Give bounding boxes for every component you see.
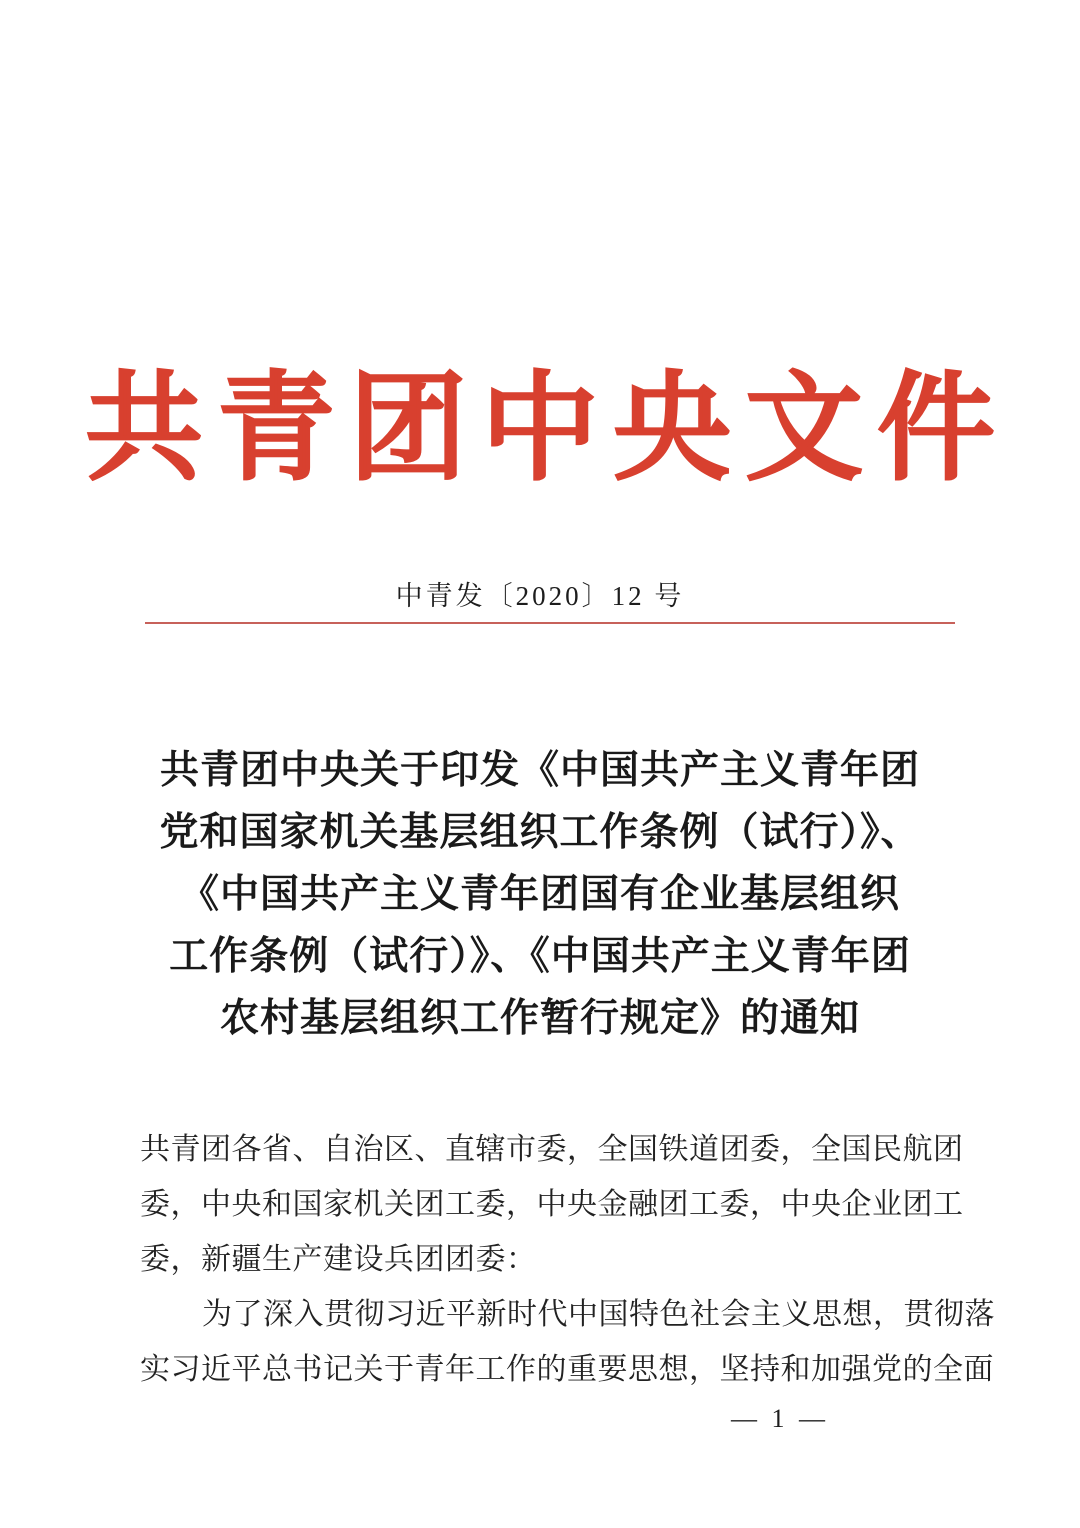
recipient-line: 委，中央和国家机关团工委，中央金融团工委，中央企业团工 (140, 1188, 964, 1221)
document-title (90, 740, 990, 1050)
body-paragraph-line: 实习近平总书记关于青年工作的重要思想，坚持和加强党的全面 (140, 1353, 994, 1386)
body-paragraph-line: 为了深入贯彻习近平新时代中国特色社会主义思想，贯彻落 (202, 1298, 995, 1331)
page-number (0, 1404, 1080, 1434)
title-line: 《中国共产主义青年团国有企业基层组织 (179, 873, 900, 916)
title-line: 工作条例（试行）》、《中国共产主义青年团 (169, 935, 911, 978)
document-number: 中青发〔2020〕12 号 (395, 581, 685, 611)
page-number-value: — 1 — (731, 1404, 829, 1433)
recipient-line: 委，新疆生产建设兵团团委： (140, 1243, 537, 1276)
title-line: 农村基层组织工作暂行规定》的通知 (219, 997, 860, 1040)
recipient-line: 共青团各省、自治区、直辖市委，全国铁道团委，全国民航团 (140, 1133, 964, 1166)
title-line: 共青团中央关于印发《中国共产主义青年团 (159, 749, 920, 792)
red-separator-rule (145, 622, 955, 624)
document-body (140, 1122, 995, 1397)
title-line: 党和国家机关基层组织工作条例（试行）》、 (159, 811, 921, 854)
document-masthead: 共青团中央文件 (84, 364, 1009, 495)
